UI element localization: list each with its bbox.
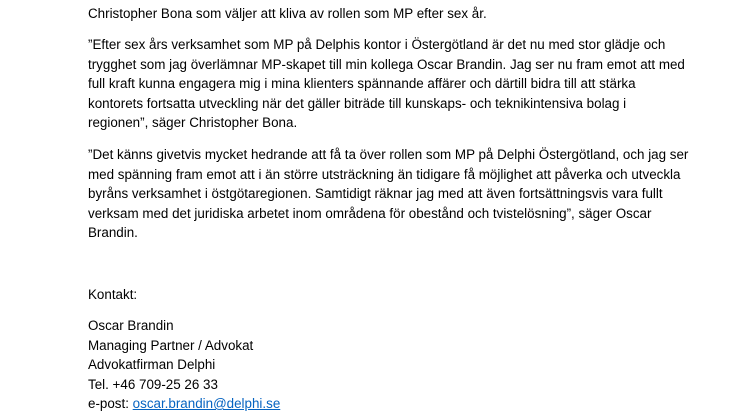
contact-heading — [88, 285, 137, 305]
quote1-line: trygghet som jag överlämnar MP-skapet till min kollega Oscar Brandin. Jag ser nu fram emot att med — [88, 56, 685, 72]
email-link[interactable]: oscar.brandin@delphi.se — [132, 396, 281, 411]
quote2-line: med spänning fram emot att i än större utsträckning än tidigare få möjlighet att påverka och utveckla — [88, 166, 681, 182]
intro-line: Christopher Bona som väljer att kliva av rollen som MP efter sex år. — [88, 6, 487, 21]
quote1-line: kontorets fortsatta utveckling när det gäller biträde till kunskaps- och teknikintensiva bolag i — [88, 95, 627, 111]
contact-name: Oscar Brandin — [88, 318, 174, 333]
contact-company: Advokatfirman Delphi — [88, 357, 216, 372]
email-label: e-post: — [88, 396, 133, 411]
quote1-line: full kraft kunna engagera mig i mina klienters spännande affärer och därtill bidra till att stärka — [88, 76, 636, 91]
contact-block — [88, 316, 280, 414]
contact-heading-text: Kontakt: — [88, 287, 138, 302]
quote-paragraph-bona — [88, 35, 685, 133]
quote1-line: regionen”, säger Christopher Bona. — [88, 115, 298, 130]
quote2-line: Brandin. — [88, 225, 138, 240]
quote2-line: byråns verksamhet i östgötaregionen. Samtidigt räknar jag med att även fortsättningsvis vara fullt — [88, 186, 663, 201]
quote2-line: ”Det känns givetvis mycket hedrande att få ta över rollen som MP på Delphi Östergötland, och jag ser — [88, 147, 689, 162]
contact-email-row — [88, 394, 280, 414]
contact-phone: Tel. +46 709-25 26 33 — [88, 376, 218, 392]
intro-paragraph — [88, 4, 487, 24]
quote1-line: ”Efter sex års verksamhet som MP på Delphis kontor i Östergötland är det nu med stor glädje och — [88, 37, 666, 52]
quote2-line: verksam med det juridiska arbetet inom områdena för obestånd och tvistelösning”, säger Oscar — [88, 205, 652, 221]
contact-title: Managing Partner / Advokat — [88, 337, 254, 353]
quote-paragraph-brandin — [88, 145, 688, 243]
